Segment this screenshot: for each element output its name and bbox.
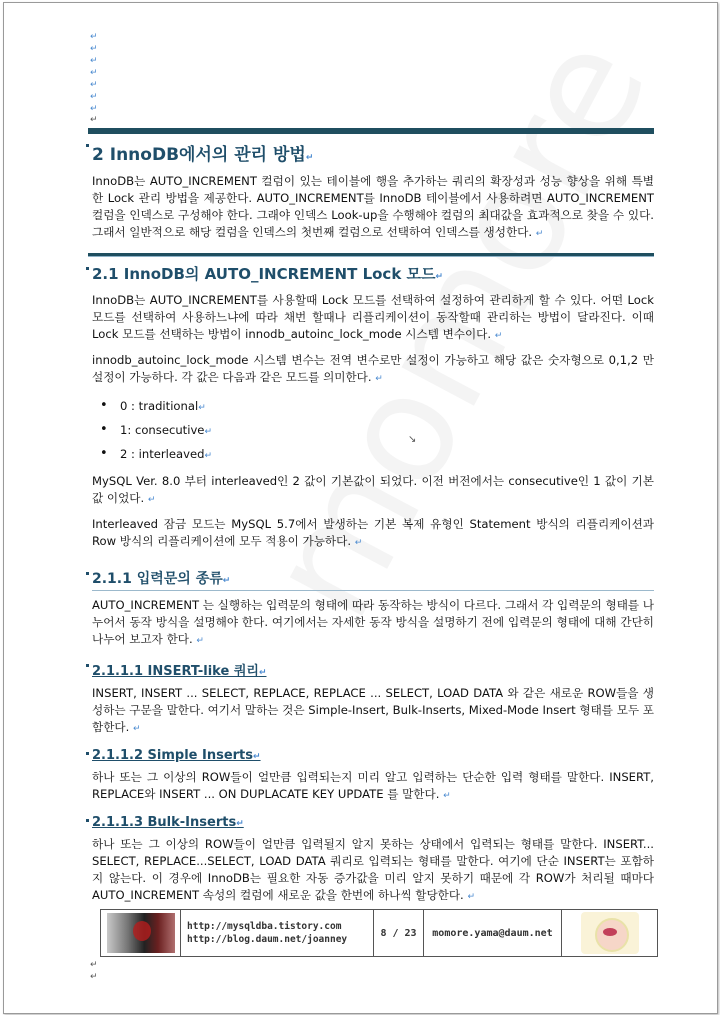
- list-item-text: 0 : traditional: [120, 399, 199, 413]
- heading-2-1-1-2: [92, 748, 654, 763]
- paragraph-mark: ↵: [258, 668, 267, 678]
- footer-image-left: [101, 910, 181, 956]
- paragraph: [92, 352, 654, 388]
- paragraph: [92, 836, 654, 906]
- paragraph-text: 하나 또는 그 이상의 ROW들이 얼만큼 입력되는지 미리 알고 입력하는 단순한 입력 형태를 말한다. INSERT, REPLACE와 INSERT ... ON DUPLACATE KEY UPDATE 를 말한다.: [92, 770, 654, 801]
- paragraph-mark: ↵: [236, 819, 244, 829]
- lock-mode-list: [92, 395, 654, 467]
- paragraph-text: MySQL Ver. 8.0 부터 interleaved인 2 값이 기본값이 되었다. 이전 버전에서는 consecutive인 1 값이 기본값 이었다.: [92, 474, 654, 505]
- paragraph-mark: ↵: [535, 229, 544, 239]
- paragraph-text: 하나 또는 그 이상의 ROW들이 얼만큼 입력될지 알지 못하는 상태에서 입력되는 형태를 말한다. INSERT... SELECT, REPLACE...SELECT, LOAD DATA 쿼리로 입력되는 형태를 말한다. 여기에 단순 INSERT는 포함하지 않는다. 이 경우에 InnoDB는 필요한 자동 증가값을 미리 알지 못하기 때문에 각 ROW가 처리될 때마다 AUTO_INCREMENT 속성의 컬럼에 새로운 값을 한번에 하나씩 할당한다.: [92, 837, 654, 902]
- profile-image: [107, 913, 175, 953]
- paragraph-mark: ↵: [90, 104, 98, 114]
- mouse-cursor-icon: ↘: [408, 434, 417, 445]
- paragraph-mark: ↵: [147, 495, 156, 505]
- paragraph-mark: ↵: [90, 972, 98, 982]
- paragraph-text: innodb_autoinc_lock_mode 시스템 변수는 전역 변수로만 설정이 가능하고 해당 값은 숫자형으로 0,1,2 만 설정이 가능하다. 각 값은 다음과 같은 모드를 의미한다.: [92, 353, 654, 384]
- paragraph: [92, 173, 654, 243]
- heading-text: 2.1.1 입력문의 종류: [92, 571, 223, 587]
- paragraph-mark: ↵: [494, 331, 503, 341]
- list-item-text: 1: consecutive: [120, 423, 205, 437]
- paragraph-mark: ↵: [443, 791, 451, 801]
- paragraph-mark: ↵: [222, 576, 231, 586]
- paragraph-mark: ↵: [90, 960, 98, 970]
- list-item: [120, 443, 654, 467]
- paragraph-text: AUTO_INCREMENT 는 실행하는 입력문의 형태에 따라 동작하는 방식이 다르다. 그래서 각 입력문의 형태를 나누어서 동작 방식을 설명해야 한다. 여기에서는 자세한 동작 방식을 설명하기 전에 입력문의 형태에 대해 간단히 나누어 보고자 한다.: [92, 598, 654, 646]
- paragraph-mark: ↵: [90, 32, 98, 42]
- paragraph-mark: ↵: [90, 92, 98, 102]
- paragraph: [92, 769, 654, 805]
- footer-image-right: [562, 910, 657, 956]
- paragraph: [92, 516, 654, 552]
- list-item: [120, 395, 654, 419]
- paragraph-mark: ↵: [90, 115, 98, 125]
- paragraph-text: INSERT, INSERT ... SELECT, REPLACE, REPLACE ... SELECT, LOAD DATA 와 같은 새로운 ROW들을 생성하는 구문을 말한다. 여기서 말하는 것은 Simple-Insert, Bulk-Inserts, Mixed-Mode Insert 형태를 모두 포함한다.: [92, 686, 654, 734]
- heading-2-1-1-3: [92, 815, 654, 830]
- page-number: 8 / 23: [374, 910, 424, 956]
- page-footer: [100, 909, 658, 957]
- paragraph-mark: ↵: [90, 80, 98, 90]
- paragraph-mark: ↵: [467, 892, 475, 902]
- paragraph-mark: ↵: [196, 636, 204, 646]
- character-image: [581, 912, 639, 954]
- author-email[interactable]: momore.yama@daum.net: [424, 910, 562, 956]
- heading-2-1: [92, 263, 654, 284]
- blog-link-tistory[interactable]: http://mysqldba.tistory.com: [187, 921, 342, 932]
- heading-2-1-1-1: [92, 660, 654, 679]
- list-item: [120, 419, 654, 443]
- paragraph-mark: ↵: [90, 44, 98, 54]
- document-body: [92, 128, 654, 913]
- paragraph-mark: ↵: [354, 538, 363, 548]
- heading-bullet-icon: [86, 664, 89, 667]
- paragraph-mark: ↵: [204, 451, 213, 461]
- document-page: [3, 2, 718, 1014]
- paragraph-mark: ↵: [375, 374, 383, 384]
- paragraph-mark: ↵: [204, 427, 212, 437]
- heading-text: 2.1.1.1 INSERT-like 쿼리: [92, 664, 259, 679]
- heading-bullet-icon: [86, 819, 89, 822]
- heading-text: 2.1 InnoDB의 AUTO_INCREMENT Lock 모드: [92, 265, 436, 283]
- paragraph: [92, 473, 654, 509]
- paragraph-mark: ↵: [435, 272, 444, 282]
- paragraph-mark: ↵: [90, 56, 98, 66]
- paragraph: [92, 685, 654, 738]
- paragraph-mark: ↵: [253, 752, 261, 762]
- paragraph: [92, 292, 654, 345]
- heading-bullet-icon: [86, 572, 89, 575]
- heading-bullet-icon: [86, 144, 89, 147]
- paragraph-text: Interleaved 잠금 모드는 MySQL 5.7에서 발생하는 기본 복제 유형인 Statement 방식의 리플리케이션과 Row 방식의 리플리케이션에 모두 적용이 가능하다.: [92, 517, 654, 548]
- paragraph-text: InnoDB는 AUTO_INCREMENT를 사용할때 Lock 모드를 선택하여 설정하여 관리하게 할 수 있다. 어떤 Lock 모드를 선택하여 사용하느냐에 따라 채번 할때나 리플리케이션이 동작할때 관리하는 방법이 달라진다. 이때 Lock 모드를 선택하는 방법이 innodb_autoinc_lock_mode 시스템 변수이다.: [92, 293, 654, 341]
- heading-bullet-icon: [86, 267, 89, 270]
- footer-links: [181, 910, 374, 956]
- heading-text: 2.1.1.3 Bulk-Inserts: [92, 815, 237, 830]
- paragraph-mark: ↵: [198, 403, 206, 413]
- paragraph-text: InnoDB는 AUTO_INCREMENT 컬럼이 있는 테이블에 행을 추가하는 쿼리의 확장성과 성능 향상을 위해 특별한 Lock 관리 방법을 제공한다. AUTO_INCREMENT를 InnoDB 테이블에서 사용하려면 AUTO_INCREMENT 컬럼을 인덱스로 구성해야 한다. 그래야 인덱스 Look-up을 수행해야 컬럼의 최대값을 효과적으로 찾을 수 있다. 그래서 일반적으로 해당 컬럼을 인덱스의 첫번째 컬럼으로 선택하여 인덱스를 생성한다.: [92, 174, 654, 239]
- heading-text: 2 InnoDB에서의 관리 방법: [92, 145, 306, 165]
- paragraph-mark: ↵: [305, 153, 314, 163]
- heading-bullet-icon: [86, 752, 89, 755]
- list-item-text: 2 : interleaved: [120, 447, 205, 461]
- heading-text: 2.1.1.2 Simple Inserts: [92, 748, 254, 763]
- section-divider: [88, 128, 654, 134]
- paragraph-mark: ↵: [132, 724, 141, 734]
- heading-2-1-1: [92, 568, 654, 591]
- section-divider: [88, 253, 654, 257]
- paragraph-mark: ↵: [90, 68, 98, 78]
- heading-2: [92, 140, 654, 165]
- blog-link-daum[interactable]: http://blog.daum.net/joanney: [187, 934, 348, 945]
- paragraph: [92, 597, 654, 650]
